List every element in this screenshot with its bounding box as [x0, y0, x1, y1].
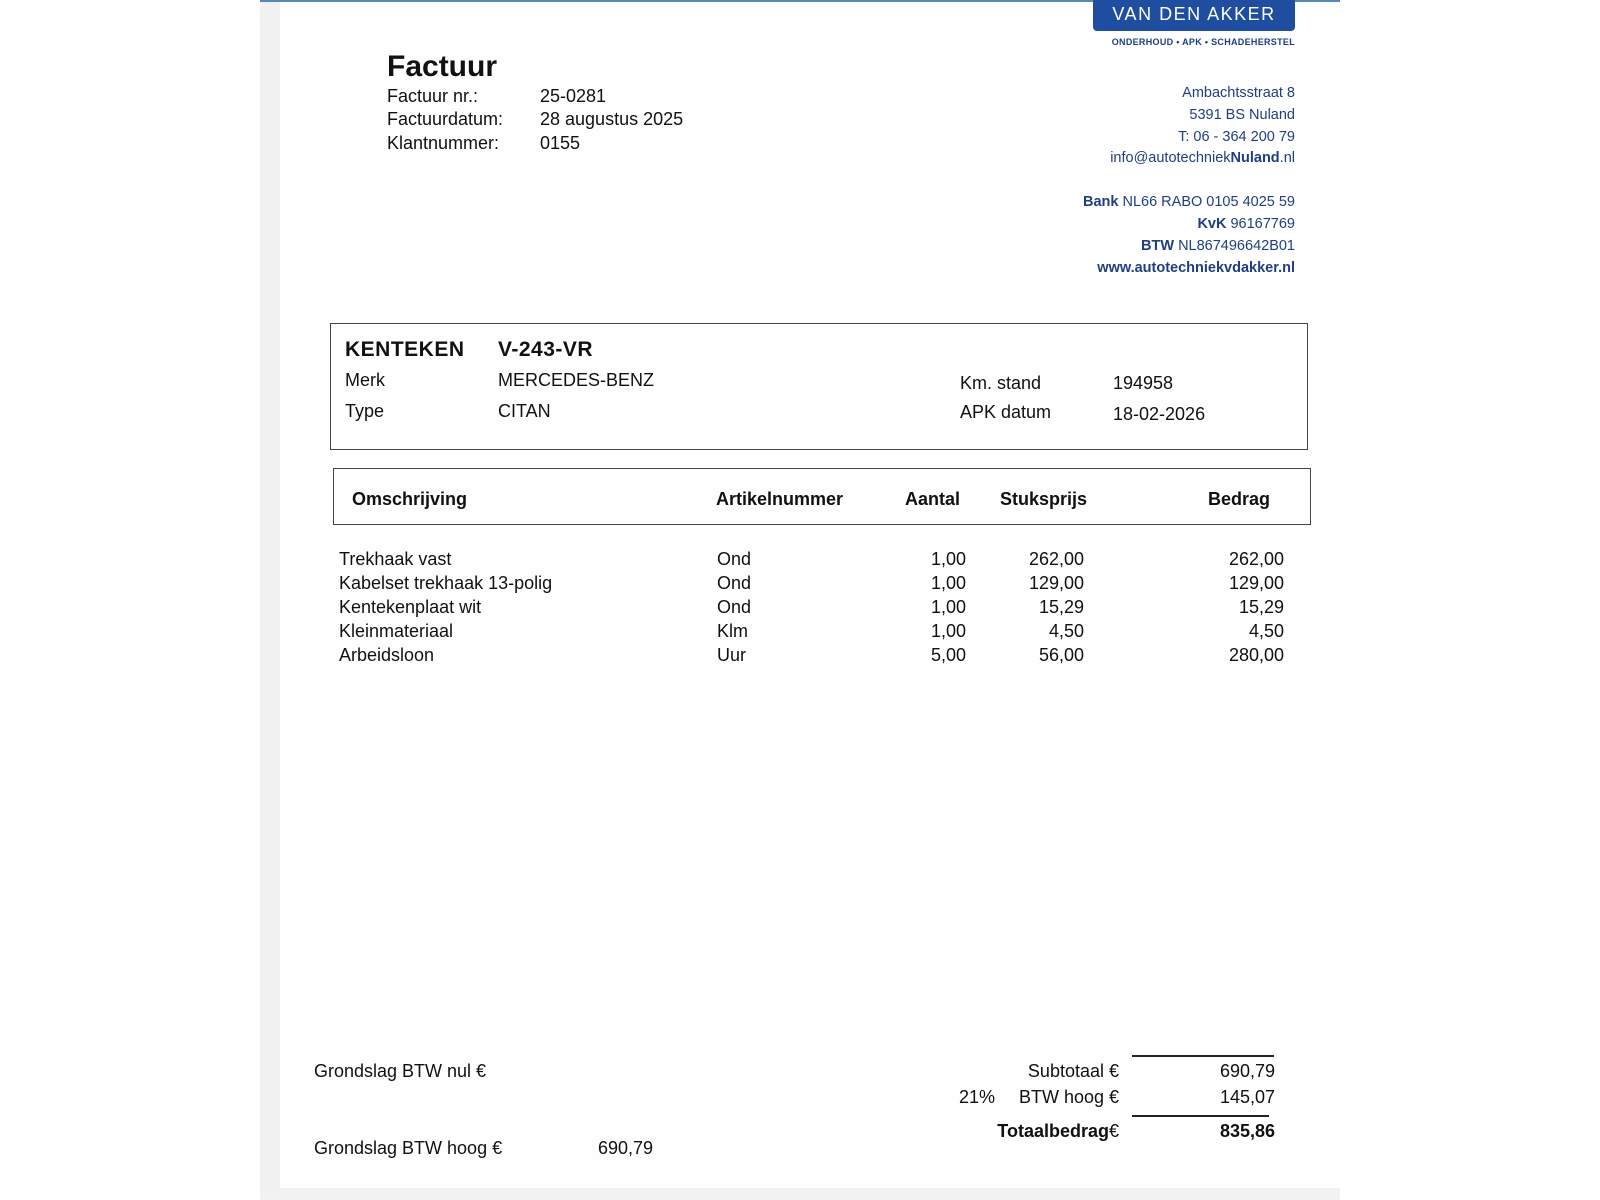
row-amount: 129,00 [1228, 573, 1284, 593]
row-unit-price: 129,00 [1028, 573, 1084, 593]
basis-high-label: Grondslag BTW hoog € [314, 1138, 503, 1158]
header-quantity: Aantal [905, 489, 961, 509]
row-amount: 262,00 [1228, 549, 1284, 569]
email-bold: Nuland [1230, 150, 1280, 166]
total-label-row [997, 1121, 1119, 1142]
header-unit-price: Stuksprijs [1000, 489, 1088, 509]
company-btw [1141, 238, 1295, 254]
header-amount: Bedrag [1208, 489, 1271, 509]
kvk-value: 96167769 [1230, 216, 1295, 232]
table-header [333, 468, 1311, 525]
btw-value: NL867496642B01 [1178, 238, 1295, 254]
invoice-number-label: Factuur nr.: [387, 86, 479, 106]
row-article: Uur [717, 645, 747, 665]
row-unit-price: 262,00 [1028, 549, 1084, 569]
subtotal-label: Subtotaal € [1027, 1061, 1119, 1081]
type-label: Type [345, 401, 385, 421]
company-logo: VAN DEN AKKER [1093, 0, 1295, 31]
company-bank [1083, 194, 1295, 210]
total-value: 835,86 [1219, 1121, 1275, 1141]
kvk-label: KvK [1197, 216, 1227, 232]
company-tagline: ONDERHOUD • APK • SCHADEHERSTEL [1111, 37, 1295, 47]
apk-value: 18-02-2026 [1113, 404, 1206, 424]
row-quantity: 1,00 [930, 549, 966, 569]
vat-rate: 21% [959, 1087, 996, 1107]
bank-label: Bank [1082, 194, 1119, 210]
row-description: Arbeidsloon [339, 645, 435, 665]
plate-label: KENTEKEN [345, 338, 465, 361]
subtotal-rule [1132, 1055, 1274, 1057]
table-row [0, 597, 1600, 621]
row-article: Ond [717, 597, 752, 617]
row-article: Ond [717, 573, 752, 593]
bank-value: NL66 RABO 0105 4025 59 [1122, 194, 1295, 210]
row-unit-price: 4,50 [1048, 621, 1084, 641]
km-label: Km. stand [960, 373, 1042, 393]
row-unit-price: 15,29 [1038, 597, 1084, 617]
email-suffix: .nl [1279, 150, 1295, 166]
total-currency: € [1108, 1121, 1119, 1141]
row-quantity: 1,00 [930, 573, 966, 593]
page-title: Factuur [387, 50, 498, 83]
total-rule [1132, 1115, 1269, 1117]
apk-label: APK datum [960, 402, 1052, 422]
row-amount: 280,00 [1228, 645, 1284, 665]
row-quantity: 1,00 [930, 597, 966, 617]
header-article: Artikelnummer [716, 489, 844, 509]
row-description: Kabelset trekhaak 13-polig [339, 573, 553, 593]
basis-high-value: 690,79 [598, 1138, 654, 1158]
btw-label: BTW [1141, 238, 1175, 254]
invoice-number: 25-0281 [540, 86, 607, 106]
row-description: Trekhaak vast [339, 549, 452, 569]
header-description: Omschrijving [352, 489, 468, 509]
vat-value: 145,07 [1219, 1087, 1275, 1107]
plate-value: V-243-VR [498, 338, 594, 361]
company-phone: T: 06 - 364 200 79 [1178, 129, 1295, 145]
customer-number-label: Klantnummer: [387, 133, 500, 153]
company-kvk [1197, 216, 1295, 232]
brand-value: MERCEDES-BENZ [498, 370, 655, 390]
subtotal-value: 690,79 [1219, 1061, 1275, 1081]
table-row [0, 621, 1600, 645]
row-quantity: 5,00 [930, 645, 966, 665]
invoice-date: 28 augustus 2025 [540, 109, 684, 129]
row-article: Klm [717, 621, 748, 641]
table-row [0, 573, 1600, 597]
page-bottom-edge [260, 1188, 1340, 1200]
type-value: CITAN [498, 401, 551, 421]
company-email[interactable] [1110, 150, 1295, 166]
table-row [0, 549, 1600, 573]
row-unit-price: 56,00 [1038, 645, 1084, 665]
table-row [0, 645, 1600, 669]
row-description: Kentekenplaat wit [339, 597, 482, 617]
basis-zero-label: Grondslag BTW nul € [314, 1061, 487, 1081]
km-value: 194958 [1113, 373, 1174, 393]
email-prefix: info@autotechniek [1110, 150, 1231, 166]
brand-label: Merk [345, 370, 385, 390]
row-amount: 4,50 [1248, 621, 1284, 641]
invoice-date-label: Factuurdatum: [387, 109, 504, 129]
customer-number: 0155 [540, 133, 581, 153]
row-article: Ond [717, 549, 752, 569]
company-street: Ambachtsstraat 8 [1182, 85, 1295, 101]
row-amount: 15,29 [1238, 597, 1284, 617]
company-city: 5391 BS Nuland [1189, 107, 1295, 123]
company-website[interactable]: www.autotechniekvdakker.nl [1097, 260, 1295, 276]
total-label: Totaalbedrag [997, 1121, 1109, 1141]
row-description: Kleinmateriaal [339, 621, 454, 641]
vat-label: BTW hoog € [1018, 1087, 1119, 1107]
row-quantity: 1,00 [930, 621, 966, 641]
